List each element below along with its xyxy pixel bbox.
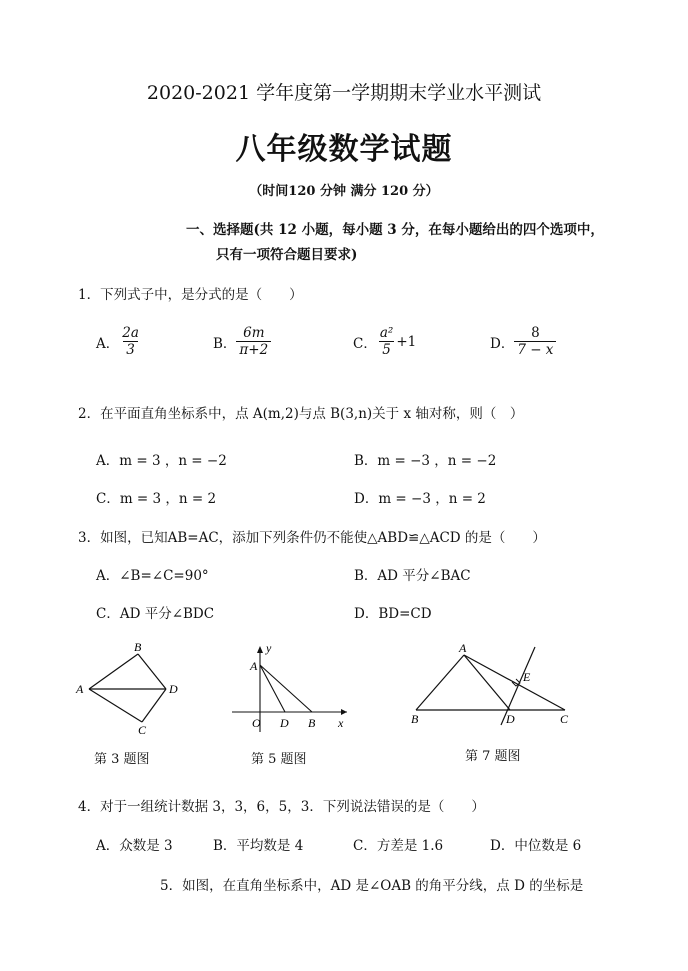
label-c: C (560, 712, 569, 726)
label-y: y (266, 641, 272, 655)
question-3-option-b: B．AD 平分∠BAC (354, 568, 471, 584)
label-a: A (459, 641, 467, 655)
label-a: A (76, 682, 84, 696)
figure-3-caption: 第 3 题图 (94, 752, 150, 767)
question-1-option-a (96, 325, 142, 358)
figure-3-diagram (72, 640, 192, 740)
question-1-option-d (490, 325, 556, 358)
option-label: C． (353, 335, 377, 352)
label-c: C (138, 723, 147, 737)
question-2-stem: 2．在平面直角坐标系中，点 A(m,2)与点 B(3,n)关于 x 轴对称，则（ ） (78, 406, 524, 422)
label-o: O (252, 716, 261, 730)
label-b: B (308, 716, 316, 730)
exam-time-info: （时间120 分钟 满分 120 分） (249, 184, 439, 199)
question-2-option-a: A．m = 3 ，n = −2 (96, 453, 227, 469)
question-1-option-b (213, 325, 271, 358)
option-label: D． (490, 335, 515, 352)
denominator: 3 (123, 341, 138, 358)
question-1-stem: 1．下列式子中，是分式的是（ ） (78, 287, 303, 303)
fraction-b (236, 325, 271, 358)
option-label: A． (96, 335, 120, 352)
question-3-option-c: C．AD 平分∠BDC (96, 606, 215, 622)
label-d: D (506, 712, 515, 726)
x-axis-arrow (341, 709, 347, 715)
figure-5-diagram (222, 640, 362, 740)
denominator: 5 (379, 341, 394, 358)
denominator: 7 − x (514, 341, 556, 358)
question-1-option-c (353, 325, 416, 358)
exam-subject-title: 八年级数学试题 (235, 132, 453, 167)
numerator: a² (379, 325, 394, 341)
section-heading-line2: 只有一项符合题目要求) (216, 247, 358, 263)
fraction-c (377, 325, 396, 358)
figure-5-caption: 第 5 题图 (251, 752, 307, 767)
question-2-option-b: B．m = −3 ，n = −2 (354, 453, 497, 469)
question-2-option-d: D．m = −3 ，n = 2 (354, 491, 486, 507)
question-4-option-b: B．平均数是 4 (213, 838, 304, 854)
denominator: π+2 (236, 341, 271, 358)
label-b: B (134, 640, 142, 654)
y-axis-arrow (257, 646, 263, 653)
question-5-stem: 5．如图，在直角坐标系中，AD 是∠OAB 的角平分线，点 D 的坐标是 (160, 878, 584, 894)
figure-7-caption: 第 7 题图 (465, 749, 521, 764)
numerator: 8 (531, 325, 540, 341)
question-4-option-c: C．方差是 1.6 (353, 838, 444, 854)
label-x: x (338, 716, 344, 730)
numerator: 2a (122, 325, 139, 341)
figure-7-diagram (402, 635, 582, 730)
fraction-a (119, 325, 142, 358)
question-3-option-a: A．∠B=∠C=90° (96, 568, 209, 584)
question-4-option-d: D．中位数是 6 (490, 838, 582, 854)
fraction-d (514, 325, 556, 358)
option-c-tail: +1 (396, 333, 417, 350)
numerator: 6m (243, 325, 265, 341)
label-e: E (523, 670, 531, 684)
label-a: A (250, 659, 258, 673)
option-label: B． (213, 335, 237, 352)
label-d: D (280, 716, 289, 730)
question-4-stem: 4．对于一组统计数据 3，3，6，5，3．下列说法错误的是（ ） (78, 799, 485, 815)
question-3-stem: 3．如图，已知AB=AC，添加下列条件仍不能使△ABD≌△ACD 的是（ ） (78, 530, 546, 546)
exam-header-title: 2020-2021 学年度第一学期期末学业水平测试 (146, 82, 542, 104)
label-d: D (169, 682, 178, 696)
question-2-option-c: C．m = 3 ，n = 2 (96, 491, 217, 507)
question-4-option-a: A．众数是 3 (96, 838, 173, 854)
section-heading-line1: 一、选择题(共 12 小题，每小题 3 分，在每小题给出的四个选项中， (186, 222, 604, 238)
label-b: B (411, 712, 419, 726)
question-3-option-d: D．BD=CD (354, 606, 432, 622)
